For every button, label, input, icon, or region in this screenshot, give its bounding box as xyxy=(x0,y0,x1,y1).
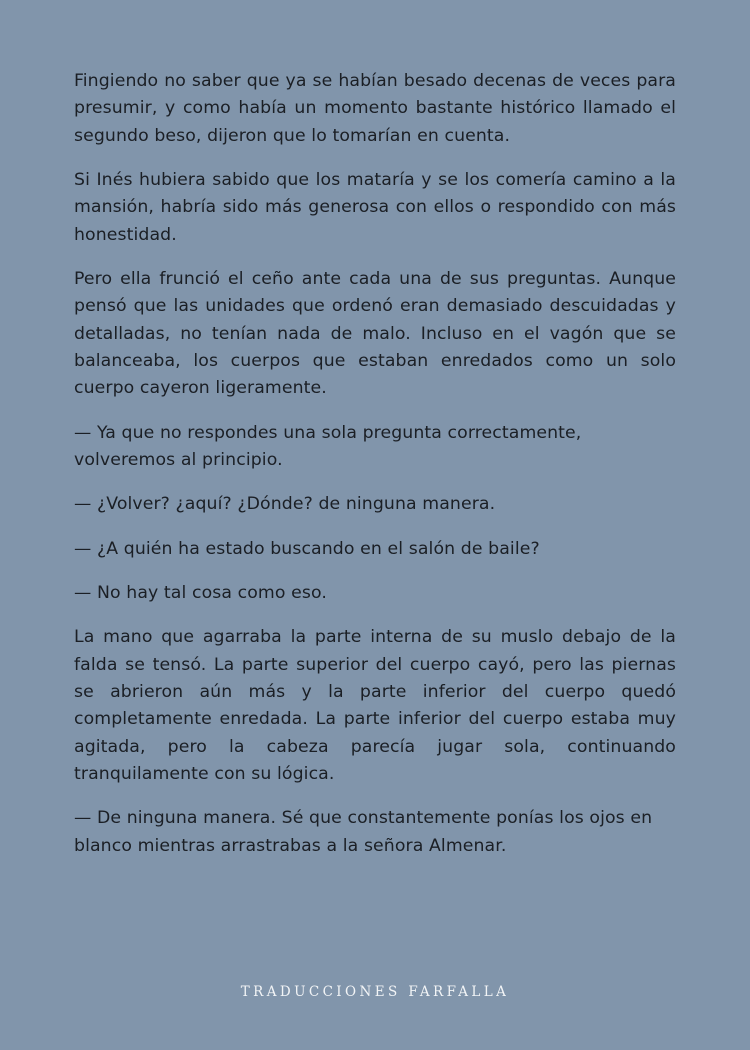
paragraph-8: La mano que agarraba la parte interna de su muslo debajo de la falda se tensó. La parte superior del cuerpo cayó, pero las piernas se abrieron aún más y la parte inferior del cuerpo quedó completamente enredada. La parte inferior del cuerpo estaba muy agitada, pero la cabeza parecía jugar sola, continuando tranquilamente con su lógica. xyxy=(74,627,676,784)
paragraph-2: Si Inés hubiera sabido que los mataría y se los comería camino a la mansión, habría sido más generosa con ellos o respondido con más honestidad. xyxy=(74,169,676,245)
paragraph-4-dialogue: — Ya que no respondes una sola pregunta correctamente, volveremos al principio. xyxy=(74,422,582,470)
paragraph-6-dialogue: — ¿A quién ha estado buscando en el salón de baile? xyxy=(74,538,540,559)
paragraph-7-dialogue: — No hay tal cosa como eso. xyxy=(74,582,327,603)
footer-credit: TRADUCCIONES FARFALLA xyxy=(240,984,510,1000)
paragraph-5-dialogue: — ¿Volver? ¿aquí? ¿Dónde? de ninguna manera. xyxy=(74,494,496,515)
paragraph-9-dialogue: — De ninguna manera. Sé que constantemente ponías los ojos en blanco mientras arrastrabas a la señora Almenar. xyxy=(74,808,653,856)
document-body xyxy=(74,68,676,860)
paragraph-1: Fingiendo no saber que ya se habían besado decenas de veces para presumir, y como había un momento bastante histórico llamado el segundo beso, dijeron que lo tomarían en cuenta. xyxy=(74,71,676,146)
paragraph-3: Pero ella frunció el ceño ante cada una de sus preguntas. Aunque pensó que las unidades que ordenó eran demasiado descuidadas y detalladas, no tenían nada de malo. Incluso en el vagón que se balanceaba, los cuerpos que estaban enredados como un solo cuerpo cayeron ligeramente. xyxy=(74,268,676,399)
